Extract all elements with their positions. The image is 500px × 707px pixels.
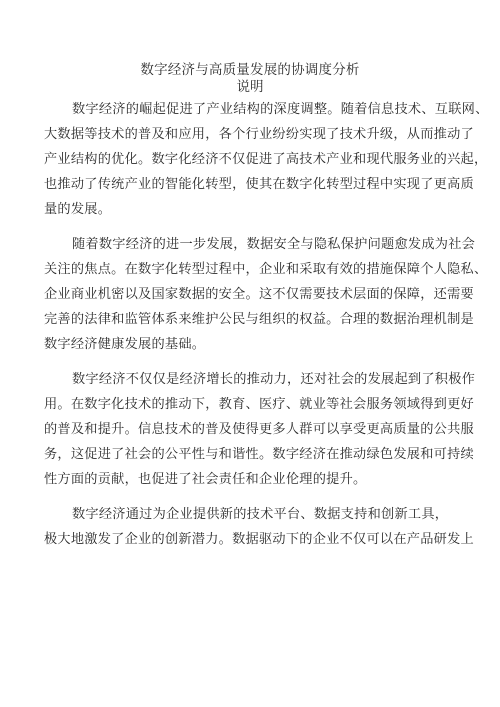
paragraph-line: 企业商业机密以及国家数据的安全。这不仅需要技术层面的保障，还需要 [44,287,474,302]
paragraph-2 [44,232,488,357]
paragraph-3 [44,367,476,492]
paragraph-line: 大数据等技术的普及和应用，各个行业纷纷实现了技术升级，从而推动了 [44,127,474,142]
paragraph-line: 随着数字经济的进一步发展，数据安全与隐私保护问题愈发成为社会 [72,237,476,252]
paragraph-line: 数字经济不仅仅是经济增长的推动力，还对社会的发展起到了积极作 [72,372,476,387]
paragraph-line: 关注的焦点。在数字化转型过程中，企业和采取有效的措施保障个人隐私、 [44,262,488,277]
paragraph-gap [44,357,462,367]
paragraph-line: 完善的法律和监管体系来维护公民与组织的权益。合理的数据治理机制是 [44,312,474,327]
paragraph-line: 数字经济通过为企业提供新的技术平台、数据支持和创新工具， [72,507,449,522]
paragraph-1 [44,97,489,222]
paragraph-line: 也推动了传统产业的智能化转型，使其在数字化转型过程中实现了更高质 [44,177,474,192]
paragraph-line: 产业结构的优化。数字化经济不仅促进了高技术产业和现代服务业的兴起， [44,152,488,167]
paragraph-line: 量的发展。 [44,202,112,217]
document-body [44,97,489,552]
paragraph-line: 务，这促进了社会的公平性与和谐性。数字经济在推动绿色发展和可持续 [44,447,474,462]
paragraph-4 [44,502,474,552]
document-subtitle: 说明 [236,79,264,95]
paragraph-line: 数字经济健康发展的基础。 [44,337,206,352]
paragraph-line: 性方面的贡献，也促进了社会责任和企业伦理的提升。 [44,472,367,487]
paragraph-gap [44,222,462,232]
paragraph-gap [44,492,462,502]
paragraph-line: 用。在数字化技术的推动下，教育、医疗、就业等社会服务领域得到更好 [44,397,474,412]
document-title: 数字经济与高质量发展的协调度分析 [140,62,360,78]
paragraph-line: 数字经济的崛起促进了产业结构的深度调整。随着信息技术、互联网、 [72,102,489,117]
paragraph-line: 的普及和提升。信息技术的普及使得更多人群可以享受更高质量的公共服 [44,422,474,437]
paragraph-line: 极大地激发了企业的创新潜力。数据驱动下的企业不仅可以在产品研发上 [44,532,474,547]
